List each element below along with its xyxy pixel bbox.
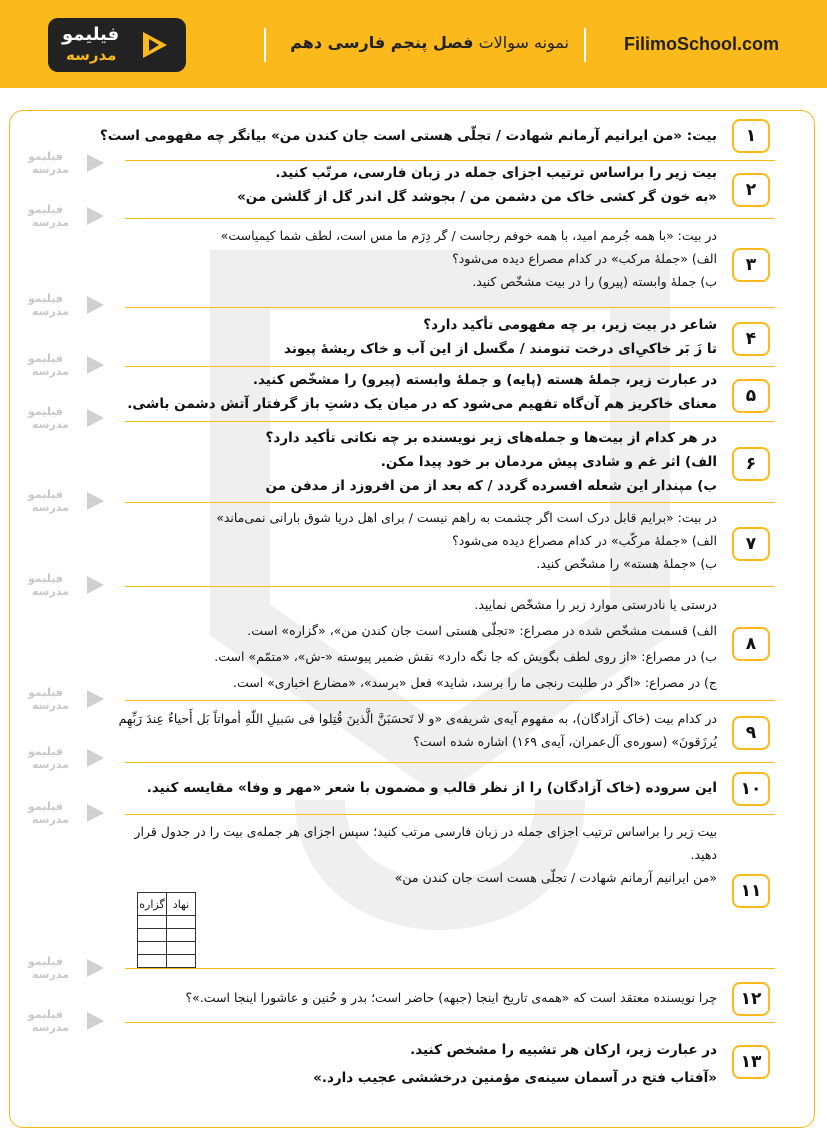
page-title-prefix: نمونه سوالات	[478, 33, 569, 52]
question-number: ۵	[732, 379, 770, 413]
watermark-play-icon	[84, 407, 106, 429]
question-number: ۱۱	[732, 874, 770, 908]
question-text	[216, 506, 717, 575]
watermark-text: مدرسه	[32, 501, 69, 514]
question-text	[186, 986, 717, 1009]
question-line: «به خون گر کشی خاک من دشمن من / بجوشد گل اندر گل از گلشن من»	[237, 189, 717, 205]
watermark-text: فیلیمو	[28, 955, 63, 968]
question-line: چرا نویسنده معتقد است که «همه‌ی تاریخ اینجا (جبهه) حاضر است؛ بدر و حُنین و عاشورا اینجا است.»؟	[185, 990, 717, 1005]
question-number: ۳	[732, 248, 770, 282]
question-number: ۱۳	[732, 1045, 770, 1079]
table-cell[interactable]	[167, 942, 196, 955]
question-divider	[125, 700, 775, 701]
question-number: ۶	[732, 447, 770, 481]
question-line: دهید.	[690, 847, 717, 862]
watermark-text: مدرسه	[32, 585, 69, 598]
table-cell[interactable]	[138, 955, 167, 968]
watermark-text: فیلیمو	[28, 572, 63, 585]
page-header	[0, 0, 827, 88]
question-line: بیت: «من ایرانیم آرمانم شهادت / تجلّی هستی است جان کندن من» بیانگر چه مفهومی است؟	[99, 128, 717, 144]
question-divider	[125, 502, 775, 503]
watermark-logo	[28, 1008, 112, 1038]
question-line: در بیت: «با همه جُرمم امید، با همه خوفم رجاست / گر دِرَم ما مس است، لطف شما کیمیاست»	[220, 228, 717, 243]
question-divider	[125, 968, 775, 969]
header-separator	[584, 28, 586, 62]
question-number: ۱۰	[732, 772, 770, 806]
question-line: در بیت: «برایم قابل درک است اگر چشمت به راهم نیست / برای اهل دریا شوق بارانی نمی‌ماند»	[216, 510, 717, 525]
watermark-logo	[28, 572, 112, 602]
question-line: این سروده (خاک آزادگان) را از نظر قالب و مضمون با شعر «مهر و وفا» مقایسه کنید.	[146, 780, 717, 796]
question-text	[284, 313, 717, 361]
watermark-text: مدرسه	[32, 216, 69, 229]
question-text	[100, 124, 717, 148]
table-header-predicate: گزاره	[138, 893, 167, 916]
watermark-text: مدرسه	[32, 365, 69, 378]
watermark-logo	[28, 352, 112, 382]
question-line: در کدام بیت (خاک آزادگان)، به مفهوم آیه‌ی شریفه‌ی «و لا تَحسَبَنَّ الَّذینَ قُتِلوا فی سَبیلِ اللّهِ أمواتاً بَل أَحیاءٌ عِندَ رَبِّهِم	[118, 711, 717, 726]
table-cell[interactable]	[138, 929, 167, 942]
watermark-logo	[28, 745, 112, 775]
table-cell[interactable]	[138, 916, 167, 929]
question-text	[221, 224, 717, 293]
grammar-table	[137, 892, 196, 968]
question-line: ب) در مصراع: «از روی لطف بگویش که جا نگه دارد» نقش ضمیر پیوسته «-ش»، «متمّم» است.	[214, 649, 717, 664]
watermark-play-icon	[84, 574, 106, 596]
question-line: «آفتاب فتح در آسمان سینه‌ی مؤمنین درخششی عجیب دارد.»	[313, 1070, 717, 1086]
question-divider	[125, 1022, 775, 1023]
watermark-logo	[28, 686, 112, 716]
question-number: ۲	[732, 173, 770, 207]
page-title-bold: فصل پنجم فارسی دهم	[290, 33, 474, 52]
question-line: در عبارت زیر، جملهٔ هسته (پایه) و جملهٔ وابسته (پیرو) را مشخّص کنید.	[252, 372, 717, 388]
watermark-play-icon	[84, 688, 106, 710]
watermark-play-icon	[84, 957, 106, 979]
watermark-text: فیلیمو	[28, 405, 63, 418]
question-line: الف) اثر غم و شادی پیش مردمان بر خود پیدا مکن.	[380, 454, 717, 470]
watermark-text: فیلیمو	[28, 745, 63, 758]
question-text	[214, 592, 717, 696]
question-number: ۷	[732, 527, 770, 561]
watermark-play-icon	[84, 747, 106, 769]
question-divider	[125, 366, 775, 367]
question-line: یُرزَقونَ» (سوره‌ی آل‌عمران، آیه‌ی ۱۶۹) اشاره شده است؟	[413, 734, 717, 749]
watermark-logo	[28, 292, 112, 322]
watermark-text: فیلیمو	[28, 352, 63, 365]
question-line: در هر کدام از بیت‌ها و جمله‌های زیر نویسنده بر چه نکاتی تأکید دارد؟	[265, 430, 717, 446]
page-title	[290, 33, 569, 52]
question-number: ۱	[732, 119, 770, 153]
watermark-text: فیلیمو	[28, 800, 63, 813]
watermark-play-icon	[84, 802, 106, 824]
watermark-play-icon	[84, 354, 106, 376]
question-line: تا زَ بَر خاکیِ‌ای درخت تنومند / مگسل از این آب و خاک ریشهٔ پیوند	[284, 341, 717, 357]
question-text	[313, 1036, 717, 1092]
watermark-play-icon	[84, 294, 106, 316]
question-line: بیت زیر را براساس ترتیب اجزای جمله در زبان فارسی، مرتّب کنید.	[275, 165, 717, 181]
question-divider	[125, 421, 775, 422]
watermark-text: فیلیمو	[28, 488, 63, 501]
watermark-text: مدرسه	[32, 968, 69, 981]
table-cell[interactable]	[167, 955, 196, 968]
table-cell[interactable]	[167, 916, 196, 929]
question-line: درستی یا نادرستی موارد زیر را مشخّص نمایید.	[474, 597, 717, 612]
question-line: در عبارت زیر، ارکان هر تشبیه را مشخص کنید.	[410, 1042, 717, 1058]
table-cell[interactable]	[167, 929, 196, 942]
question-number: ۸	[732, 627, 770, 661]
watermark-logo	[28, 405, 112, 435]
watermark-text: مدرسه	[32, 1021, 69, 1034]
watermark-text: فیلیمو	[28, 150, 63, 163]
watermark-text: مدرسه	[32, 758, 69, 771]
watermark-text: فیلیمو	[28, 1008, 63, 1021]
question-divider	[125, 814, 775, 815]
question-line: ب) «جملهٔ هسته» را مشخّص کنید.	[536, 556, 717, 571]
table-header-subject: نهاد	[167, 893, 196, 916]
question-line: الف) «جملهٔ مرکب» در کدام مصراع دیده می‌شود؟	[452, 251, 717, 266]
watermark-logo	[28, 488, 112, 518]
table-cell[interactable]	[138, 942, 167, 955]
logo-text-top: فیلیمو	[62, 24, 120, 45]
watermark-text: فیلیمو	[28, 292, 63, 305]
question-line: شاعر در بیت زیر، بر چه مفهومی تأکید دارد؟	[423, 317, 717, 333]
filimo-logo	[48, 18, 186, 72]
question-divider	[125, 762, 775, 763]
watermark-logo	[28, 955, 112, 985]
watermark-play-icon	[84, 152, 106, 174]
header-separator	[264, 28, 266, 62]
question-divider	[125, 218, 775, 219]
question-divider	[125, 586, 775, 587]
logo-play-icon	[138, 28, 172, 62]
watermark-logo	[28, 203, 112, 233]
question-number: ۴	[732, 322, 770, 356]
watermark-text: فیلیمو	[28, 203, 63, 216]
question-text	[134, 820, 717, 889]
question-line: ج) در مصراع: «اگر در طلبت رنجی ما را برسد، شاید» فعل «برسد»، «مضارع اخباری» است.	[232, 675, 717, 690]
question-line: معنای خاکریز هم آن‌گاه تفهیم می‌شود که در میان یک دشتِ باز گرفتار آتش دشمن باشی.	[127, 396, 717, 412]
watermark-logo	[28, 150, 112, 180]
question-line: ب) مپندار این شعله افسرده گردد / که بعد از من افروزد از مدفن من	[265, 478, 717, 494]
question-divider	[125, 307, 775, 308]
watermark-text: مدرسه	[32, 813, 69, 826]
question-number: ۱۲	[732, 982, 770, 1016]
question-text	[265, 426, 717, 498]
question-text	[147, 776, 717, 800]
watermark-text: مدرسه	[32, 699, 69, 712]
watermark-play-icon	[84, 1010, 106, 1032]
site-url: FilimoSchool.com	[623, 34, 779, 54]
watermark-logo	[28, 800, 112, 830]
logo-text-bottom: مدرسه	[66, 46, 117, 64]
watermark-play-icon	[84, 205, 106, 227]
question-line: الف) «جملهٔ مرکّب» در کدام مصراع دیده می‌شود؟	[452, 533, 717, 548]
watermark-text: مدرسه	[32, 163, 69, 176]
question-line: الف) قسمت مشخّص شده در مصراع: «تجلّی هستی است جان کندن من»، «گزاره» است.	[247, 623, 717, 638]
question-text	[119, 707, 717, 753]
watermark-play-icon	[84, 490, 106, 512]
question-line: ب) جملهٔ وابسته (پیرو) را در بیت مشخّص کنید.	[472, 274, 717, 289]
watermark-text: مدرسه	[32, 305, 69, 318]
question-number: ۹	[732, 716, 770, 750]
question-line: بیت زیر را براساس ترتیب اجزای جمله در زبان فارسی مرتب کنید؛ سپس اجزای هر جمله‌ی بیت را در جدول قرار	[134, 824, 717, 839]
question-text	[127, 368, 717, 416]
watermark-text: مدرسه	[32, 418, 69, 431]
question-line: «من ایرانیم آرمانم شهادت / تجلّی هست است جان کندن من»	[394, 870, 717, 885]
watermark-text: فیلیمو	[28, 686, 63, 699]
question-text	[237, 161, 717, 209]
